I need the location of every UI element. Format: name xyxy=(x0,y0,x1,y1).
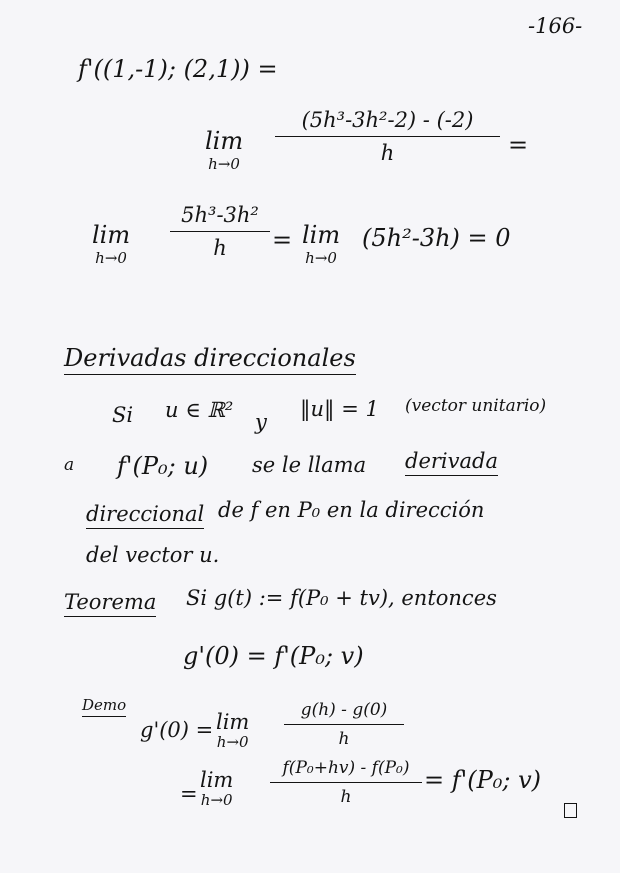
term-direccional: direccional xyxy=(86,502,204,529)
demo-limit-2 xyxy=(200,768,233,809)
demo-equals: = xyxy=(180,782,198,806)
term-derivada: derivada xyxy=(405,449,498,476)
limit-word: lim xyxy=(200,768,234,792)
directional-derivative-expr: f'(P₀; u) xyxy=(117,452,209,480)
limit-word: lim xyxy=(216,710,250,734)
norm-condition: ‖u‖ = 1 xyxy=(300,397,379,421)
fraction-denominator: h xyxy=(213,236,227,260)
theorem-statement: Si g(t) := f(P₀ + tv), entonces xyxy=(186,586,497,610)
se-le-llama-text: se le llama xyxy=(252,453,367,477)
demo-lhs: g'(0) = xyxy=(140,718,214,742)
fraction-bar xyxy=(284,724,404,725)
unit-vector-condition: u ∈ ℝ² xyxy=(165,398,234,422)
fraction-denominator: h xyxy=(380,141,395,165)
demo-result: = f'(P₀; v) xyxy=(424,766,541,794)
equals-sign: = xyxy=(508,131,529,159)
definition-text: de f en P₀ en la dirección xyxy=(218,498,485,522)
limit-subscript: h→0 xyxy=(216,733,249,752)
a-word: a xyxy=(64,455,75,475)
page-number: -166- xyxy=(528,14,583,38)
theorem-label: Teorema xyxy=(64,590,156,617)
unit-vector-note: (vector unitario) xyxy=(405,396,547,416)
fraction-numerator: 5h³-3h² xyxy=(181,203,259,227)
limit-2 xyxy=(92,222,130,267)
equals-sign: = xyxy=(272,226,293,254)
fraction-denominator: h xyxy=(340,787,352,807)
demo-fraction-2 xyxy=(270,758,422,807)
si-word: Si xyxy=(112,403,134,427)
fraction-denominator: h xyxy=(338,729,350,749)
demo-label: Demo xyxy=(82,696,126,717)
fraction-bar xyxy=(275,136,500,137)
limit-word: lim xyxy=(205,127,244,155)
section-heading: Derivadas direccionales xyxy=(64,344,356,375)
fraction-2 xyxy=(170,203,270,260)
fraction-numerator: (5h³-3h²-2) - (-2) xyxy=(301,108,474,132)
fraction-bar xyxy=(270,782,422,783)
fraction-bar xyxy=(170,231,270,232)
limit-result: (5h²-3h) = 0 xyxy=(362,224,511,252)
y-word: y xyxy=(255,410,267,434)
limit-word: lim xyxy=(302,221,341,249)
fraction-numerator: f(P₀+hv) - f(P₀) xyxy=(282,758,410,778)
derivative-lhs: f'((1,-1); (2,1)) = xyxy=(78,55,278,83)
limit-subscript: h→0 xyxy=(95,248,127,267)
theorem-result: g'(0) = f'(P₀; v) xyxy=(183,642,364,670)
limit-1 xyxy=(205,128,243,173)
limit-subscript: h→0 xyxy=(200,791,233,810)
limit-subscript: h→0 xyxy=(208,154,240,173)
limit-subscript: h→0 xyxy=(305,248,337,267)
demo-limit-1 xyxy=(216,710,249,751)
fraction-numerator: g(h) - g(0) xyxy=(300,700,388,720)
demo-fraction-1 xyxy=(284,700,404,749)
fraction-1 xyxy=(275,108,500,165)
limit-3 xyxy=(302,222,340,267)
limit-word: lim xyxy=(92,221,131,249)
qed-box-icon xyxy=(564,803,577,818)
definition-text-end: del vector u. xyxy=(86,543,220,567)
